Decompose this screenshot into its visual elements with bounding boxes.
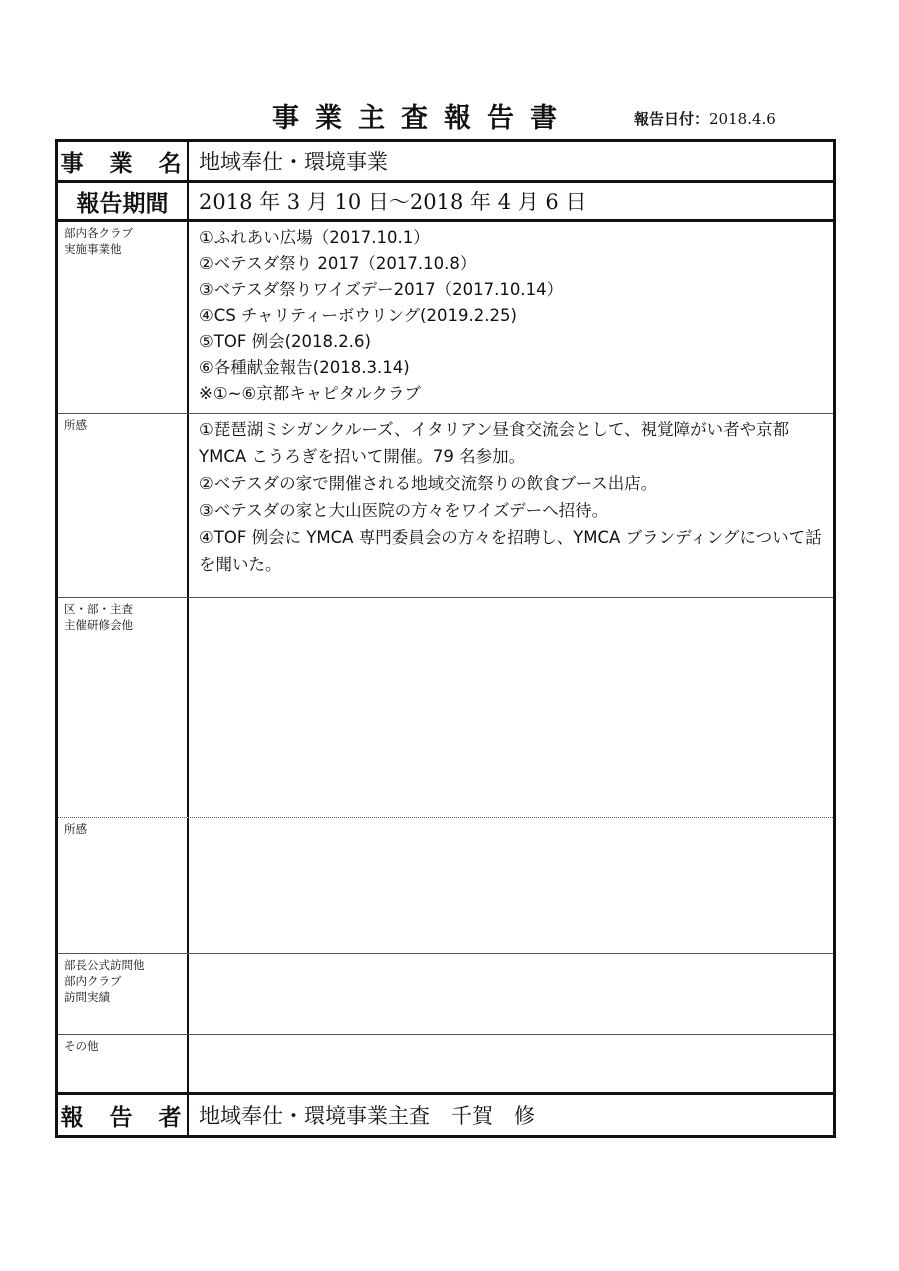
paragraph: ③ベテスダの家と大山医院の方々をワイズデーへ招待。 — [199, 501, 609, 520]
official-visits-row — [58, 953, 833, 1034]
reporter-row — [58, 1092, 833, 1135]
paragraph: ①琵琶湖ミシガンクルーズ、イタリアン昼食交流会として、視覚障がい者や京都 YMCA こうろぎを招いて開催。79 名参加。 — [199, 420, 790, 466]
document-header — [0, 96, 899, 136]
paragraph: ④TOF 例会に YMCA 専門委員会の方々を招聘し、YMCA ブランディングについて話を聞いた。 — [199, 528, 822, 574]
club-events-list — [189, 222, 833, 413]
impressions-1-label: 所感 — [58, 414, 189, 597]
label-line: 区・部・主査 — [64, 602, 133, 616]
period-row — [58, 180, 833, 219]
report-date — [634, 108, 776, 129]
project-name-label: 事 業 名 — [58, 142, 189, 180]
report-date-label: 報告日付： — [634, 110, 710, 128]
report-form — [55, 139, 836, 1138]
label-line: 実施事業他 — [64, 242, 122, 256]
period-label: 報告期間 — [58, 183, 189, 219]
label-line: 部長公式訪問他 — [64, 958, 145, 972]
label-line: 部内各クラブ — [64, 226, 133, 240]
list-item: ③ベテスダ祭りワイズデー2017（2017.10.14） — [199, 280, 564, 299]
label-line: 部内クラブ — [64, 974, 122, 988]
list-item: ※①~⑥京都キャピタルクラブ — [199, 384, 421, 403]
period-value: 2018 年 3 月 10 日～2018 年 4 月 6 日 — [199, 190, 587, 214]
report-date-value: 2018.4.6 — [709, 110, 776, 128]
other-label: その他 — [58, 1035, 189, 1092]
project-name-row — [58, 142, 833, 180]
list-item: ①ふれあい広場（2017.10.1） — [199, 228, 430, 247]
document-title: 事業主査報告書 — [272, 103, 573, 134]
official-visits-value — [189, 954, 833, 1034]
impressions-1-row — [58, 413, 833, 597]
club-events-label — [58, 222, 189, 413]
other-row — [58, 1034, 833, 1092]
impressions-2-value — [189, 818, 833, 953]
paragraph: ②ベテスダの家で開催される地域交流祭りの飲食ブース出店。 — [199, 474, 658, 493]
list-item: ⑥各種献金報告(2018.3.14) — [199, 358, 410, 377]
other-value — [189, 1035, 833, 1092]
list-item: ②ベテスダ祭り 2017（2017.10.8） — [199, 254, 477, 273]
label-line: 主催研修会他 — [64, 618, 133, 632]
impressions-2-label: 所感 — [58, 818, 189, 953]
reporter-label: 報 告 者 — [58, 1095, 189, 1135]
reporter-value: 地域奉仕・環境事業主査 千賀 修 — [199, 1104, 535, 1128]
district-training-value — [189, 598, 833, 817]
impressions-2-row — [58, 817, 833, 953]
impressions-1-text — [189, 414, 833, 597]
project-name-value: 地域奉仕・環境事業 — [199, 150, 388, 174]
district-training-row — [58, 597, 833, 817]
district-training-label — [58, 598, 189, 817]
official-visits-label — [58, 954, 189, 1034]
list-item: ④CS チャリティーボウリング(2019.2.25) — [199, 306, 517, 325]
list-item: ⑤TOF 例会(2018.2.6) — [199, 332, 371, 351]
label-line: 訪問実績 — [64, 990, 110, 1004]
club-events-row — [58, 219, 833, 413]
